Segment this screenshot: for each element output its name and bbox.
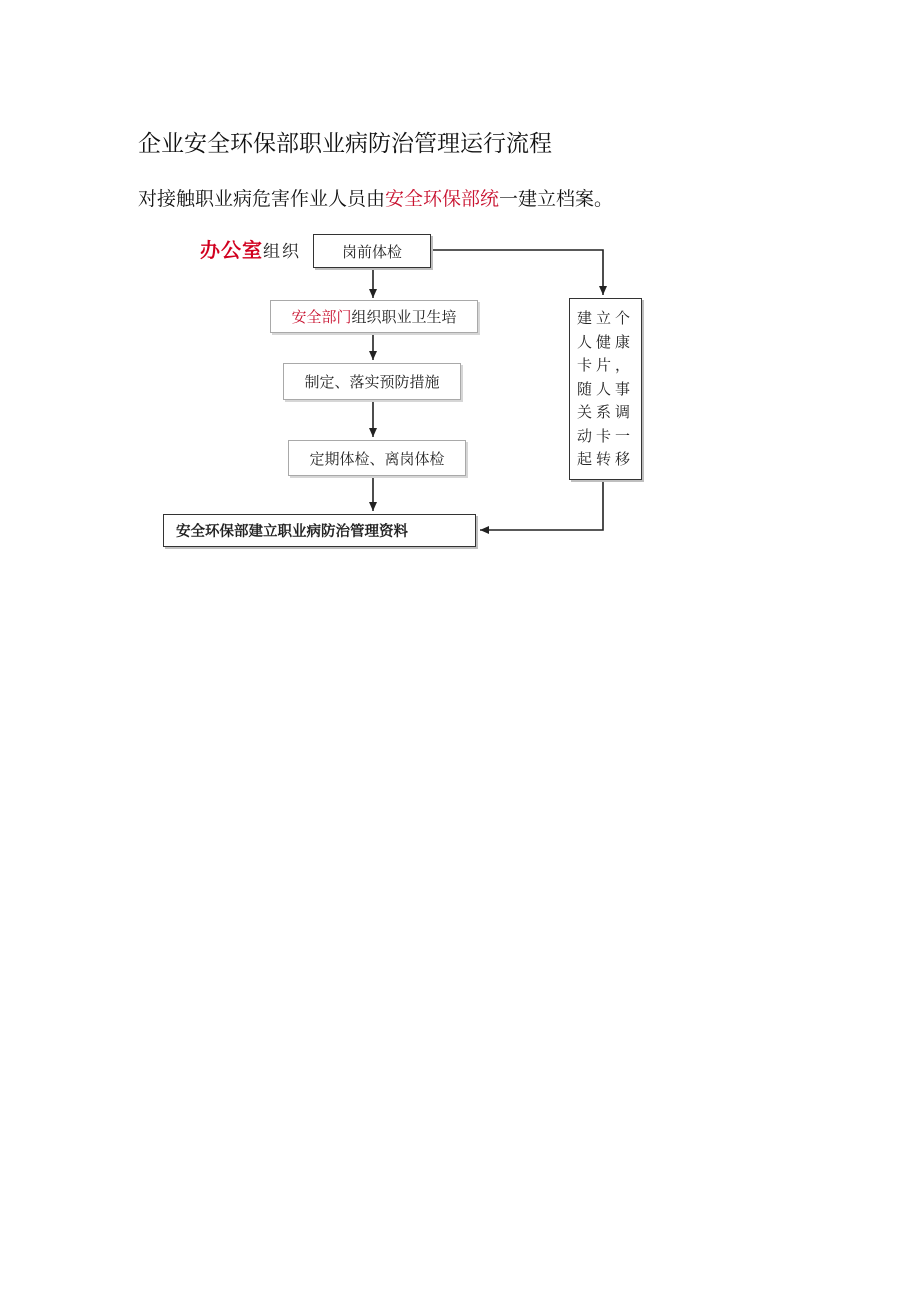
step-health-training-label: 组织职业卫生培 [351,308,457,326]
step-health-training [270,300,478,333]
side-line: 人健康 [576,332,634,351]
org-label-black: 组织 [263,242,301,262]
arrow-step1-to-side [430,250,603,295]
side-line: 起转移 [576,450,634,468]
step-prevention-measures-label: 制定、落实预防措施 [304,373,440,391]
side-health-card [569,298,642,480]
page-title: 企业安全环保部职业病防治管理运行流程 [138,131,552,157]
intro-highlight: 安全环保部统 [385,188,500,210]
step-pre-employment-exam-label: 岗前体检 [341,242,402,261]
step-pre-employment-exam [313,234,431,268]
side-line: 建立个 [576,309,634,327]
intro-prefix: 对接触职业病危害作业人员由 [138,188,386,210]
step-health-training-red: 安全部门 [291,308,352,326]
side-line: 动卡一 [576,426,634,445]
arrow-side-to-final [480,480,603,530]
intro-suffix: 一建立档案。 [499,188,614,210]
step-final-records [163,514,476,547]
side-line: 关系调 [576,403,634,421]
org-label [200,234,301,263]
step-periodic-exam [288,440,466,476]
side-line: 卡片， [576,356,634,374]
step-final-records-label: 安全环保部建立职业病防治管理资料 [176,524,408,540]
step-periodic-exam-label: 定期体检、离岗体检 [309,449,445,468]
org-label-red: 办公室 [200,238,263,262]
step-prevention-measures [283,363,461,400]
side-line: 随人事 [576,379,634,398]
